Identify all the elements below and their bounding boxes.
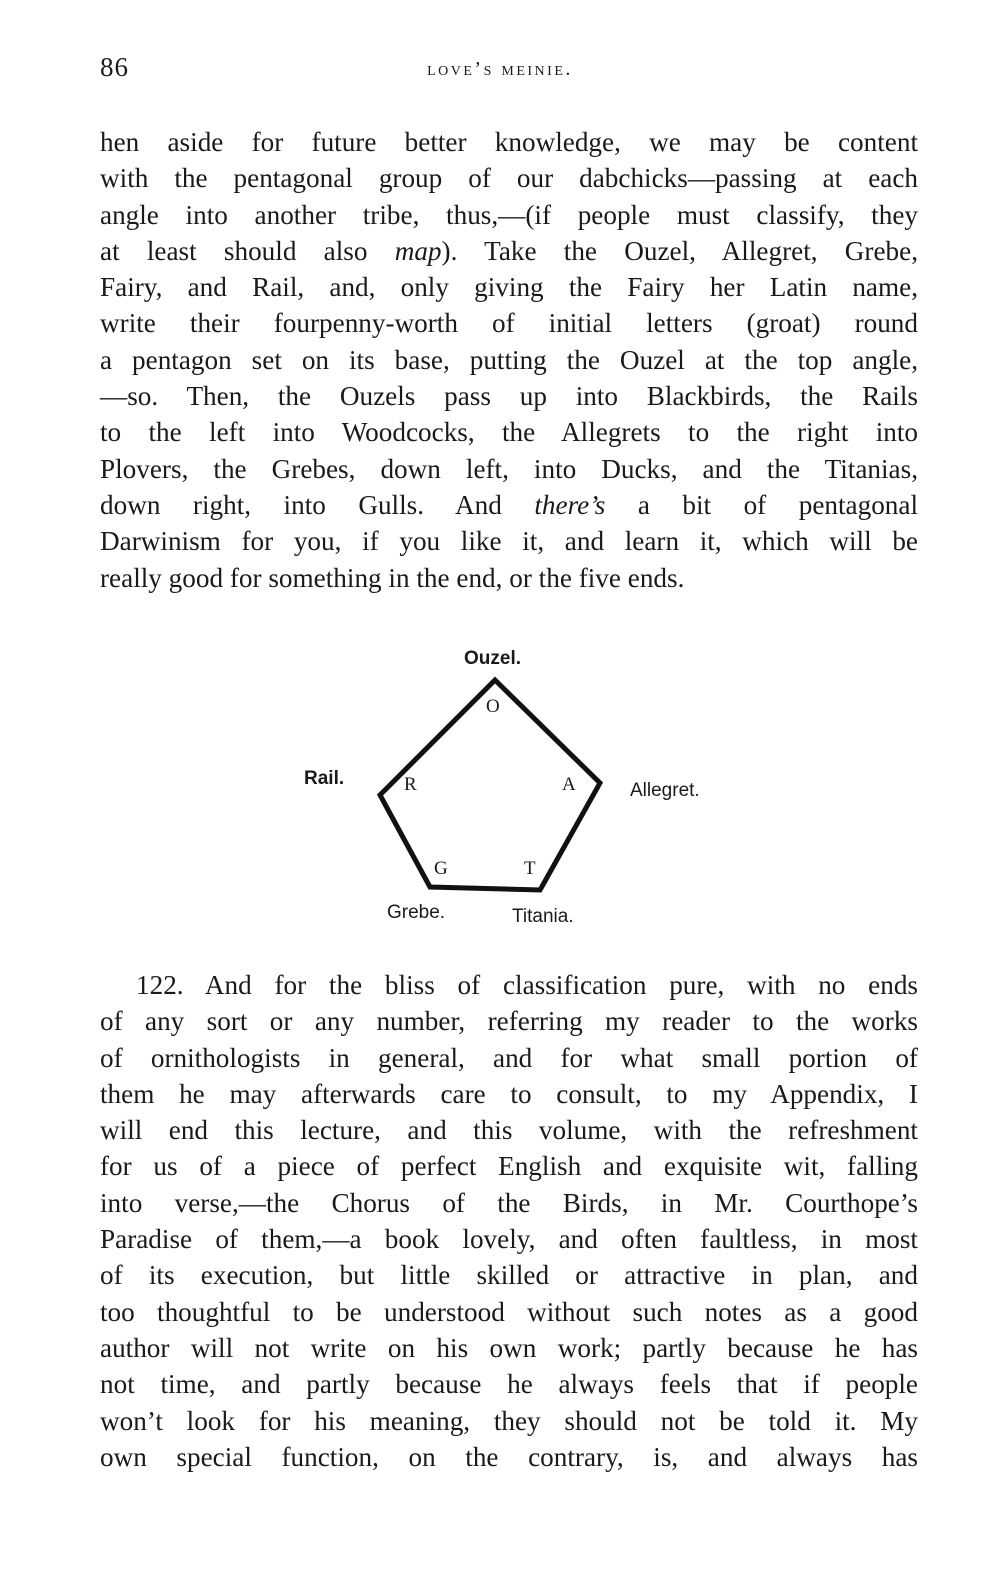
text-line: angle into another tribe, thus,—(if people must classify, they (100, 199, 918, 230)
text-line: of any sort or any number, referring my reader to the works (100, 1006, 918, 1037)
running-head: love’s meinie. (427, 58, 573, 80)
text-line: Fairy, and Rail, and, only giving the Fairy her Latin name, (100, 272, 918, 303)
text-line: will end this lecture, and this volume, with the refreshment (100, 1115, 918, 1146)
text-line: won’t look for his meaning, they should not be told it. My (100, 1405, 918, 1436)
text-line: Paradise of them,—a book lovely, and often faultless, in most (100, 1224, 918, 1255)
label-allegret: Allegret. (630, 780, 700, 801)
text-line: of its execution, but little skilled or attractive in plan, and (100, 1260, 918, 1291)
paragraph-1 (100, 124, 918, 596)
text-line: of ornithologists in general, and for what small portion of (100, 1042, 918, 1073)
text-line: to the left into Woodcocks, the Allegrets to the right into (100, 417, 918, 448)
vertex-letter-a: A (562, 774, 576, 795)
text-line: with the pentagonal group of our dabchicks—passing at each (100, 163, 918, 194)
text-line: for us of a piece of perfect English and exquisite wit, falling (100, 1151, 918, 1182)
page-number: 86 (100, 52, 129, 82)
text-line: Plovers, the Grebes, down left, into Ducks, and the Titanias, (100, 453, 918, 484)
label-ouzel: Ouzel. (464, 648, 522, 669)
text-line: author will not write on his own work; partly because he has (100, 1332, 918, 1363)
label-grebe: Grebe. (387, 902, 446, 923)
text-line: —so. Then, the Ouzels pass up into Blackbirds, the Rails (100, 381, 918, 412)
vertex-letter-r: R (404, 774, 417, 795)
label-titania: Titania. (512, 906, 574, 927)
text-line: too thoughtful to be understood without such notes as a good (100, 1296, 918, 1327)
label-rail: Rail. (304, 768, 345, 789)
text-line: 122. And for the bliss of classification pure, with no ends (136, 970, 918, 1000)
pentagon-figure (290, 640, 730, 940)
text-line: write their fourpenny-worth of initial letters (groat) round (100, 308, 918, 339)
text-line: own special function, on the contrary, is, and always has (100, 1441, 918, 1472)
text-line: Darwinism for you, if you like it, and learn it, which will be (100, 526, 918, 557)
text-line: really good for something in the end, or the five ends. (100, 562, 685, 593)
paragraph-2 (100, 967, 918, 1475)
vertex-letter-o: O (486, 696, 500, 717)
text-line: them he may afterwards care to consult, to my Appendix, I (100, 1078, 918, 1109)
text-line: a pentagon set on its base, putting the Ouzel at the top angle, (100, 344, 918, 375)
vertex-letter-g: G (434, 858, 448, 879)
vertex-letter-t: T (524, 858, 536, 879)
text-line: at least should also map). Take the Ouzel, Allegret, Grebe, (100, 235, 918, 266)
text-line: down right, into Gulls. And there’s a bit of pentagonal (100, 489, 919, 520)
text-line: hen aside for future better knowledge, we may be content (100, 127, 918, 157)
text-line: into verse,—the Chorus of the Birds, in Mr. Courthope’s (100, 1187, 918, 1218)
text-line: not time, and partly because he always feels that if people (100, 1369, 918, 1400)
